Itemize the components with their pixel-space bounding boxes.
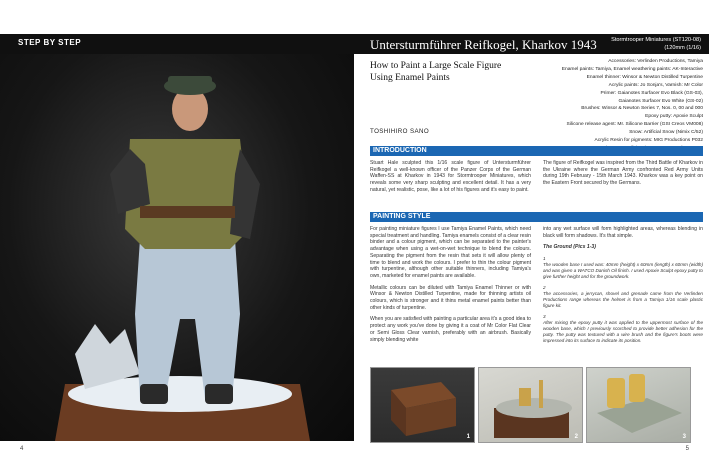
material-item: Silicone release agent: Mr. Silicone Barrier (GSI Creos VM008): [566, 122, 703, 128]
photo-number-2: 2: [574, 434, 578, 440]
author-name: TOSHIHIRO SANO: [370, 128, 430, 135]
cap-crown: [168, 76, 212, 88]
material-item: Primer: Gaianotes Surfacer Evo Black (GS-03),: [600, 90, 703, 96]
material-item: Accessories: Verlinden Productions, Tamiya: [608, 59, 703, 64]
intro-column-1: [370, 160, 531, 199]
left-header-bar: [0, 34, 354, 54]
material-item: Gaianotes Surfacer Evo White (GS-02): [618, 98, 703, 104]
caption-3: After mixing the epoxy putty it was applied to the uppermost surface of the wooden base, which I previously scorched to provide better adhesion for the putty. The putty was textured with a wire brush and the figure's boots were impressed into its surface to indicate its position.: [543, 320, 703, 344]
page-number-left: 4: [20, 446, 24, 452]
intro-column-2: [543, 160, 703, 192]
step-photo-2: [478, 367, 583, 443]
photo-number-1: 1: [466, 434, 470, 440]
caption-2: The accessories, a jerrycan, shovel and grenade came from the Verlinden Productions range whereas the helmet is from a Tamiya 1/16 scale plastic figure kit.: [543, 291, 703, 309]
article-subtitle: [370, 60, 520, 84]
section-title-painting-style: PAINTING STYLE: [373, 213, 431, 220]
right-boot: [205, 384, 233, 404]
material-item: Enamel paints: Tamiya, Enamel weathering paints: AK-Interactive: [561, 66, 703, 72]
step-photo-1: [370, 367, 475, 443]
snow-trousers: [135, 239, 240, 399]
painting-paragraph-3: When you are satisfied with painting a particular area it's a good idea to protect any work you've done by giving it a coat of Mr Color Flat Clear or Semi Gloss Clear varnish, preferably with an airbrush. Basically simply blending white: [370, 316, 531, 343]
material-item: Epoxy putty: Apoxie Sculpt: [645, 114, 703, 120]
caption-number-3: 3: [543, 314, 546, 320]
painting-paragraph-continued: into any wet surface will form highlighted areas, whereas blending in black will form shadows. It's that simple.: [543, 226, 703, 239]
step-photo-3: [586, 367, 691, 443]
credit-line-2: (120mm (1/16): [664, 45, 701, 51]
caption-1: The wooden base I used was: 40mm (height) x 60mm (length) x 60mm (width) and was given a WATCO Danish Oil finish. I used Apoxie Sculpt epoxy putty to give further height and for the groundwork.: [543, 262, 703, 280]
painting-paragraph-2: Metallic colours can be diluted with Tamiya Enamel Thinner or with Winsor & Newton Distilled Turpentine, made for thinning artists oil colours, which is stronger and it thins metal enamel paints better than other kinds of turpentine.: [370, 284, 531, 311]
material-item: Acrylic paints: Jo Sonja's, Varnish: Mr Color: [608, 82, 703, 88]
materials-list: [503, 58, 703, 153]
belt: [140, 206, 235, 218]
material-item: Brushes: Winsor & Newton Series 7, Nos. 0, 00 and 000: [581, 106, 703, 112]
caption-number-1: 1: [543, 256, 546, 262]
section-header-introduction: [370, 146, 703, 156]
figure-photo: [0, 54, 354, 441]
step-by-step-label: STEP BY STEP: [18, 38, 82, 47]
material-item: Snow: Artificial Snow (Nimix C/52): [629, 130, 703, 136]
putty-groundwork-photo: [587, 368, 690, 442]
caption-number-2: 2: [543, 285, 546, 291]
caption-heading: The Ground (Pics 1-3): [543, 244, 596, 251]
material-item: Acrylic Resin for pigments: MIG Productions P032: [594, 138, 703, 144]
right-page: [354, 0, 709, 472]
article-title: Untersturmführer Reifkogel, Kharkov 1943: [370, 37, 597, 52]
page-number-right: 5: [685, 446, 689, 452]
material-item: Enamel thinner: Winsor & Newton Distilled Turpentine: [586, 74, 703, 80]
photo-number-3: 3: [682, 434, 686, 440]
intro-paragraph-1: Stuart Hale sculpted this 1/16 scale figure of Untersturmführer Reifkogel a well-known officer of the Panzer Corps of the German Waffen-SS at Kharkov in 1943 for Stormtrooper Miniatures, which reveals some very sharp sculpting and excellent detail. It has a very natural, yet realistic, pose, like a lot of his figures and it's easy to paint.: [370, 160, 531, 193]
intro-paragraph-2: The figure of Reifkogel was inspired from the Third Battle of Kharkov in the Ukraine where the German Army confronted Red Army Units during 19th February - 15th March 1943. Kharkov was a key point on the Eastern Front secured by the Germans.: [543, 160, 703, 187]
painting-column-2: [543, 226, 703, 349]
left-boot: [140, 384, 168, 404]
subtitle-line-1: How to Paint a Large Scale Figure: [370, 61, 502, 71]
section-title-introduction: INTRODUCTION: [373, 147, 427, 154]
right-header-bar: [354, 34, 709, 54]
figure-illustration: [0, 54, 354, 441]
section-header-painting-style: [370, 212, 703, 222]
wooden-base-photo: [371, 368, 474, 442]
painting-column-1: [370, 226, 531, 348]
credit-line-1: Stormtrooper Miniatures (ST120-08): [611, 37, 701, 43]
left-page: [0, 0, 354, 472]
article-credit: [611, 36, 701, 52]
painting-paragraph-1: For painting miniature figures I use Tamiya Enamel Paints, which need special treatment and handling. Tamiya enamels consist of a clear resin binder and a colour pigment, which can be separated to the painter's advantage when using a wet-on-wet technique to blend the colours. Separating the pigment from the resin that sets it will allow plenty of time to blend and work the colours. I prefer to thin the colour pigment with turpentine, although other suitable thinners, including Tamiya's own, marketed for enamel paints are available.: [370, 226, 532, 279]
accessories-photo: [479, 368, 582, 442]
subtitle-line-2: Using Enamel Paints: [370, 73, 450, 83]
